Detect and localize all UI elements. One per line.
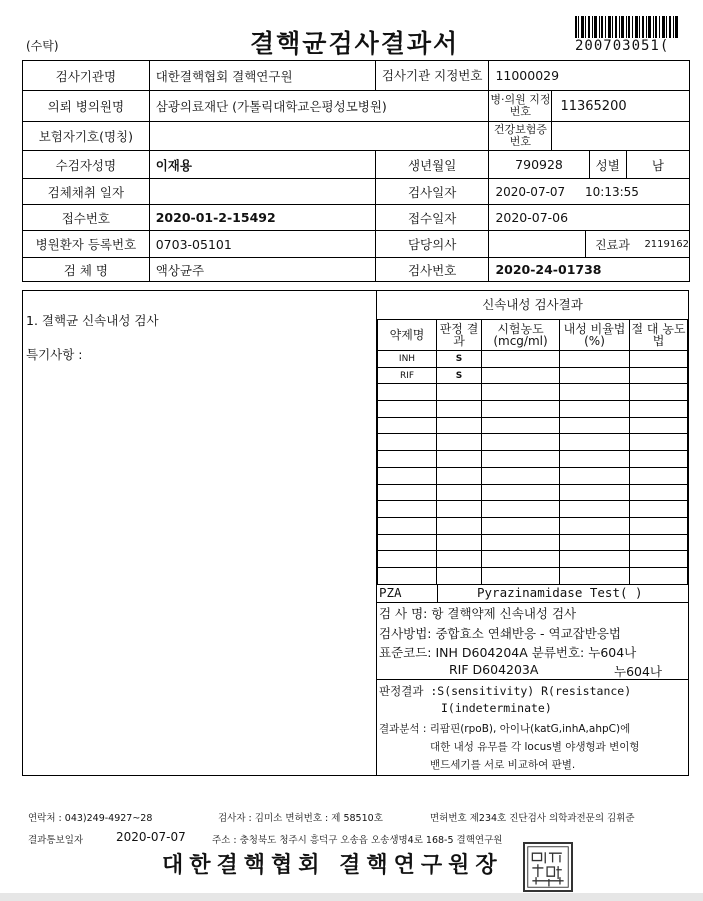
receipt-date-value: 2020-07-06 bbox=[489, 205, 690, 231]
barcode-number: 200703051( bbox=[575, 38, 670, 54]
barcode bbox=[575, 16, 679, 38]
analysis-line: 결과분석 : 리팜핀(rpoB), 아이나(katG,inhA,ahpC)에 bbox=[379, 723, 631, 735]
test-method: 검사방법: 중합효소 연쇄반응 - 역교잡반응법 bbox=[379, 626, 621, 641]
header-absolute: 절 대 농도법 bbox=[630, 320, 688, 351]
bottom-bar bbox=[0, 893, 703, 901]
hospital-label: 의뢰 병의원명 bbox=[23, 91, 150, 122]
organization-name: 대한결핵협회 결핵연구원장 bbox=[162, 852, 503, 878]
collect-date-label: 검체채취 일자 bbox=[23, 179, 150, 205]
test-no-label: 검사번호 bbox=[375, 258, 489, 282]
sex-label: 성별 bbox=[589, 151, 626, 179]
table-row bbox=[378, 501, 688, 518]
table-row bbox=[378, 534, 688, 551]
test-no-value: 2020-24-01738 bbox=[489, 258, 690, 282]
table-row bbox=[378, 417, 688, 434]
table-row bbox=[378, 434, 688, 451]
table-row bbox=[378, 517, 688, 534]
standard-code-rif: RIF D604203A bbox=[449, 662, 539, 677]
lab-name-value: 대한결핵협회 결핵연구원 bbox=[149, 61, 375, 91]
report-date-label: 결과통보일자 bbox=[28, 835, 84, 846]
receipt-date-label: 접수일자 bbox=[375, 205, 489, 231]
table-row bbox=[378, 367, 688, 384]
specimen-label: 검 체 명 bbox=[23, 258, 150, 282]
receipt-label: (수탁) bbox=[26, 39, 59, 53]
header-proportion: 내성 비율법(%) bbox=[560, 320, 630, 351]
analysis-line: 밴드세기를 서로 비교하여 판별. bbox=[430, 759, 576, 771]
contact: 연락처 : 043)249-4927~28 bbox=[28, 813, 153, 824]
hospital-id-value: 11365200 bbox=[560, 98, 627, 114]
specimen-value: 액상균주 bbox=[149, 258, 375, 282]
insurance-no-label: 건강보험증 번호 bbox=[489, 122, 552, 150]
test-time-value: 10:13:55 bbox=[585, 184, 639, 199]
pza-row bbox=[377, 584, 688, 603]
address: 주소 : 충청북도 청주시 흥덕구 오송읍 오송생명4로 168-5 결핵연구원 bbox=[212, 835, 503, 846]
chart-no-value: 0703-05101 bbox=[149, 231, 375, 258]
results-table bbox=[377, 319, 688, 585]
table-row bbox=[378, 484, 688, 501]
dept-value: 2119162 bbox=[644, 238, 689, 250]
patient-name-label: 수검자성명 bbox=[23, 151, 150, 179]
lab-id-label: 검사기관 지정번호 bbox=[375, 61, 489, 91]
report-date-value: 2020-07-07 bbox=[116, 830, 186, 844]
table-row bbox=[378, 384, 688, 401]
birth-label: 생년월일 bbox=[375, 151, 489, 179]
drug-result: S bbox=[437, 351, 482, 368]
table-row bbox=[378, 551, 688, 568]
insured-value bbox=[149, 122, 489, 151]
judgement-line: I(indeterminate) bbox=[441, 701, 552, 715]
insured-label: 보험자기호(명칭) bbox=[23, 122, 150, 151]
test-date-label: 검사일자 bbox=[375, 179, 489, 205]
receipt-no-value: 2020-01-2-15492 bbox=[149, 205, 375, 231]
hospital-id-label: 병·의원 지정번호 bbox=[489, 91, 552, 121]
table-row bbox=[378, 567, 688, 584]
tester: 검사자 : 김미소 면허번호 : 제 58510호 bbox=[218, 813, 383, 824]
divider bbox=[377, 679, 688, 680]
drug-result: S bbox=[437, 367, 482, 384]
drug-name: INH bbox=[378, 351, 437, 368]
test-name: 검 사 명: 항 결핵약제 신속내성 검사 bbox=[379, 606, 577, 621]
pza-label: PZA bbox=[379, 585, 402, 600]
dept-label: 진료과 bbox=[585, 231, 638, 257]
classification-rif: 누604나 bbox=[614, 664, 663, 679]
official-seal bbox=[523, 842, 573, 892]
patient-info-table bbox=[22, 60, 690, 282]
patient-name-value: 이재용 bbox=[149, 151, 375, 179]
table-row bbox=[378, 451, 688, 468]
hospital-value: 삼광의료재단 (가톨릭대학교은평성모병원) bbox=[149, 91, 489, 122]
standard-code: 표준코드: INH D604204A 분류번호: 누604나 bbox=[379, 645, 637, 660]
pza-text: Pyrazinamidase Test( ) bbox=[477, 585, 643, 600]
birth-value: 790928 bbox=[489, 151, 589, 179]
sex-value: 남 bbox=[626, 151, 689, 179]
test-item: 1. 결핵균 신속내성 검사 bbox=[26, 313, 159, 328]
table-row bbox=[378, 351, 688, 368]
table-row bbox=[378, 401, 688, 418]
lab-id-value: 11000029 bbox=[489, 61, 690, 91]
physician: 면허번호 제234호 진단검사 의학과전문의 김휘준 bbox=[430, 813, 635, 824]
chart-no-label: 병원환자 등록번호 bbox=[23, 231, 150, 258]
document-title: 결핵균검사결과서 bbox=[250, 29, 460, 58]
judgement-line: 판정결과 :S(sensitivity) R(resistance) bbox=[379, 684, 632, 698]
receipt-no-label: 접수번호 bbox=[23, 205, 150, 231]
results-title: 신속내성 검사결과 bbox=[377, 291, 688, 320]
test-date-value: 2020-07-07 bbox=[495, 184, 566, 199]
collect-date-value bbox=[149, 179, 375, 205]
remarks-label: 특기사항 : bbox=[26, 347, 83, 362]
lab-name-label: 검사기관명 bbox=[23, 61, 150, 91]
header-concentration: 시험농도 (mcg/ml) bbox=[482, 320, 560, 351]
analysis-line: 대한 내성 유무를 각 locus별 야생형과 변이형 bbox=[430, 741, 640, 753]
header-result: 판정 결과 bbox=[437, 320, 482, 351]
table-row bbox=[378, 467, 688, 484]
drug-name: RIF bbox=[378, 367, 437, 384]
header-drug: 약제명 bbox=[378, 320, 437, 351]
doctor-label: 담당의사 bbox=[375, 231, 489, 258]
